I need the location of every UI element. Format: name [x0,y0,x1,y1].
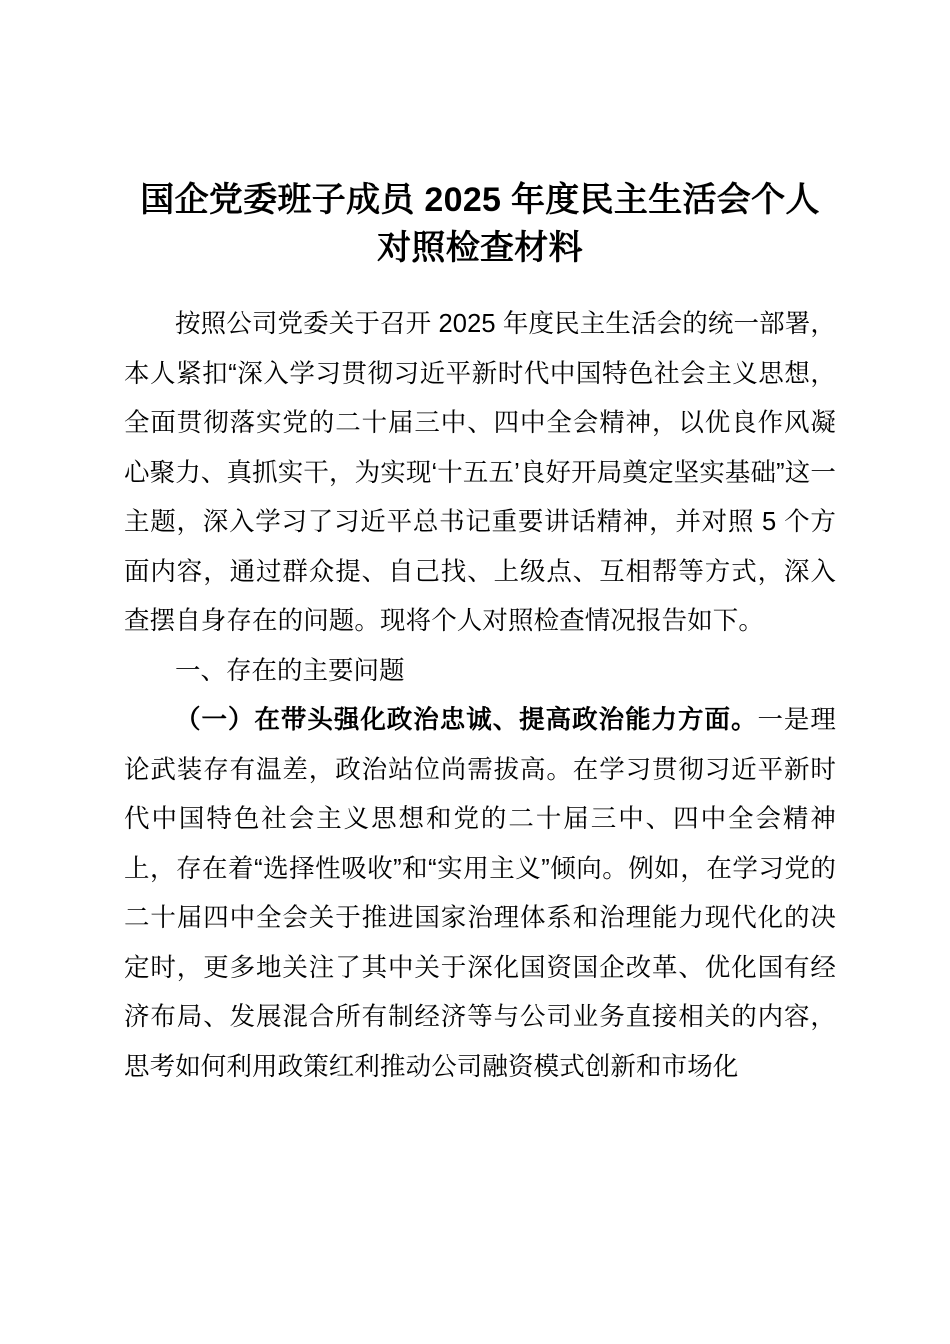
page-title-line-2: 对照检查材料 [377,229,583,267]
page-title-line-1: 国企党委班子成员 2025 年度民主生活会个人 [140,181,820,219]
subsection-political-loyalty [124,696,836,1092]
intro-paragraph: 按照公司党委关于召开 2025 年度民主生活会的统一部署，本人紧扣“深入学习贯彻习近平新时代中国特色社会主义思想，全面贯彻落实党的二十届三中、四中全会精神，以优良作风凝心聚力、真抓实干，为实现‘十五五’良好开局奠定坚实基础”这一主题，深入学习了习近平总书记重要讲话精神，并对照 5 个方面内容，通过群众提、自己找、上级点、互相帮等方式，深入查摆自身存在的问题。现将个人对照检查情况报告如下。 [124,310,836,635]
document-content [124,0,836,1092]
section-heading-main-problems: 一、存在的主要问题 [175,656,405,685]
subsection-title-political-loyalty: （一）在带头强化政治忠诚、提高政治能力方面。 [175,706,758,734]
subsection-body-political-loyalty: 一是理论武装存有温差，政治站位尚需拔高。在学习贯彻习近平新时代中国特色社会主义思想和党的二十届三中、四中全会精神上，存在着“选择性吸收”和“实用主义”倾向。例如，在学习党的二十届四中全会关于推进国家治理体系和治理能力现代化的决定时，更多地关注了其中关于深化国资国企改革、优化国有经济布局、发展混合所有制经济等与公司业务直接相关的内容，思考如何利用政策红利推动公司融资模式创新和市场化 [124,706,836,1081]
page-title [124,0,836,272]
